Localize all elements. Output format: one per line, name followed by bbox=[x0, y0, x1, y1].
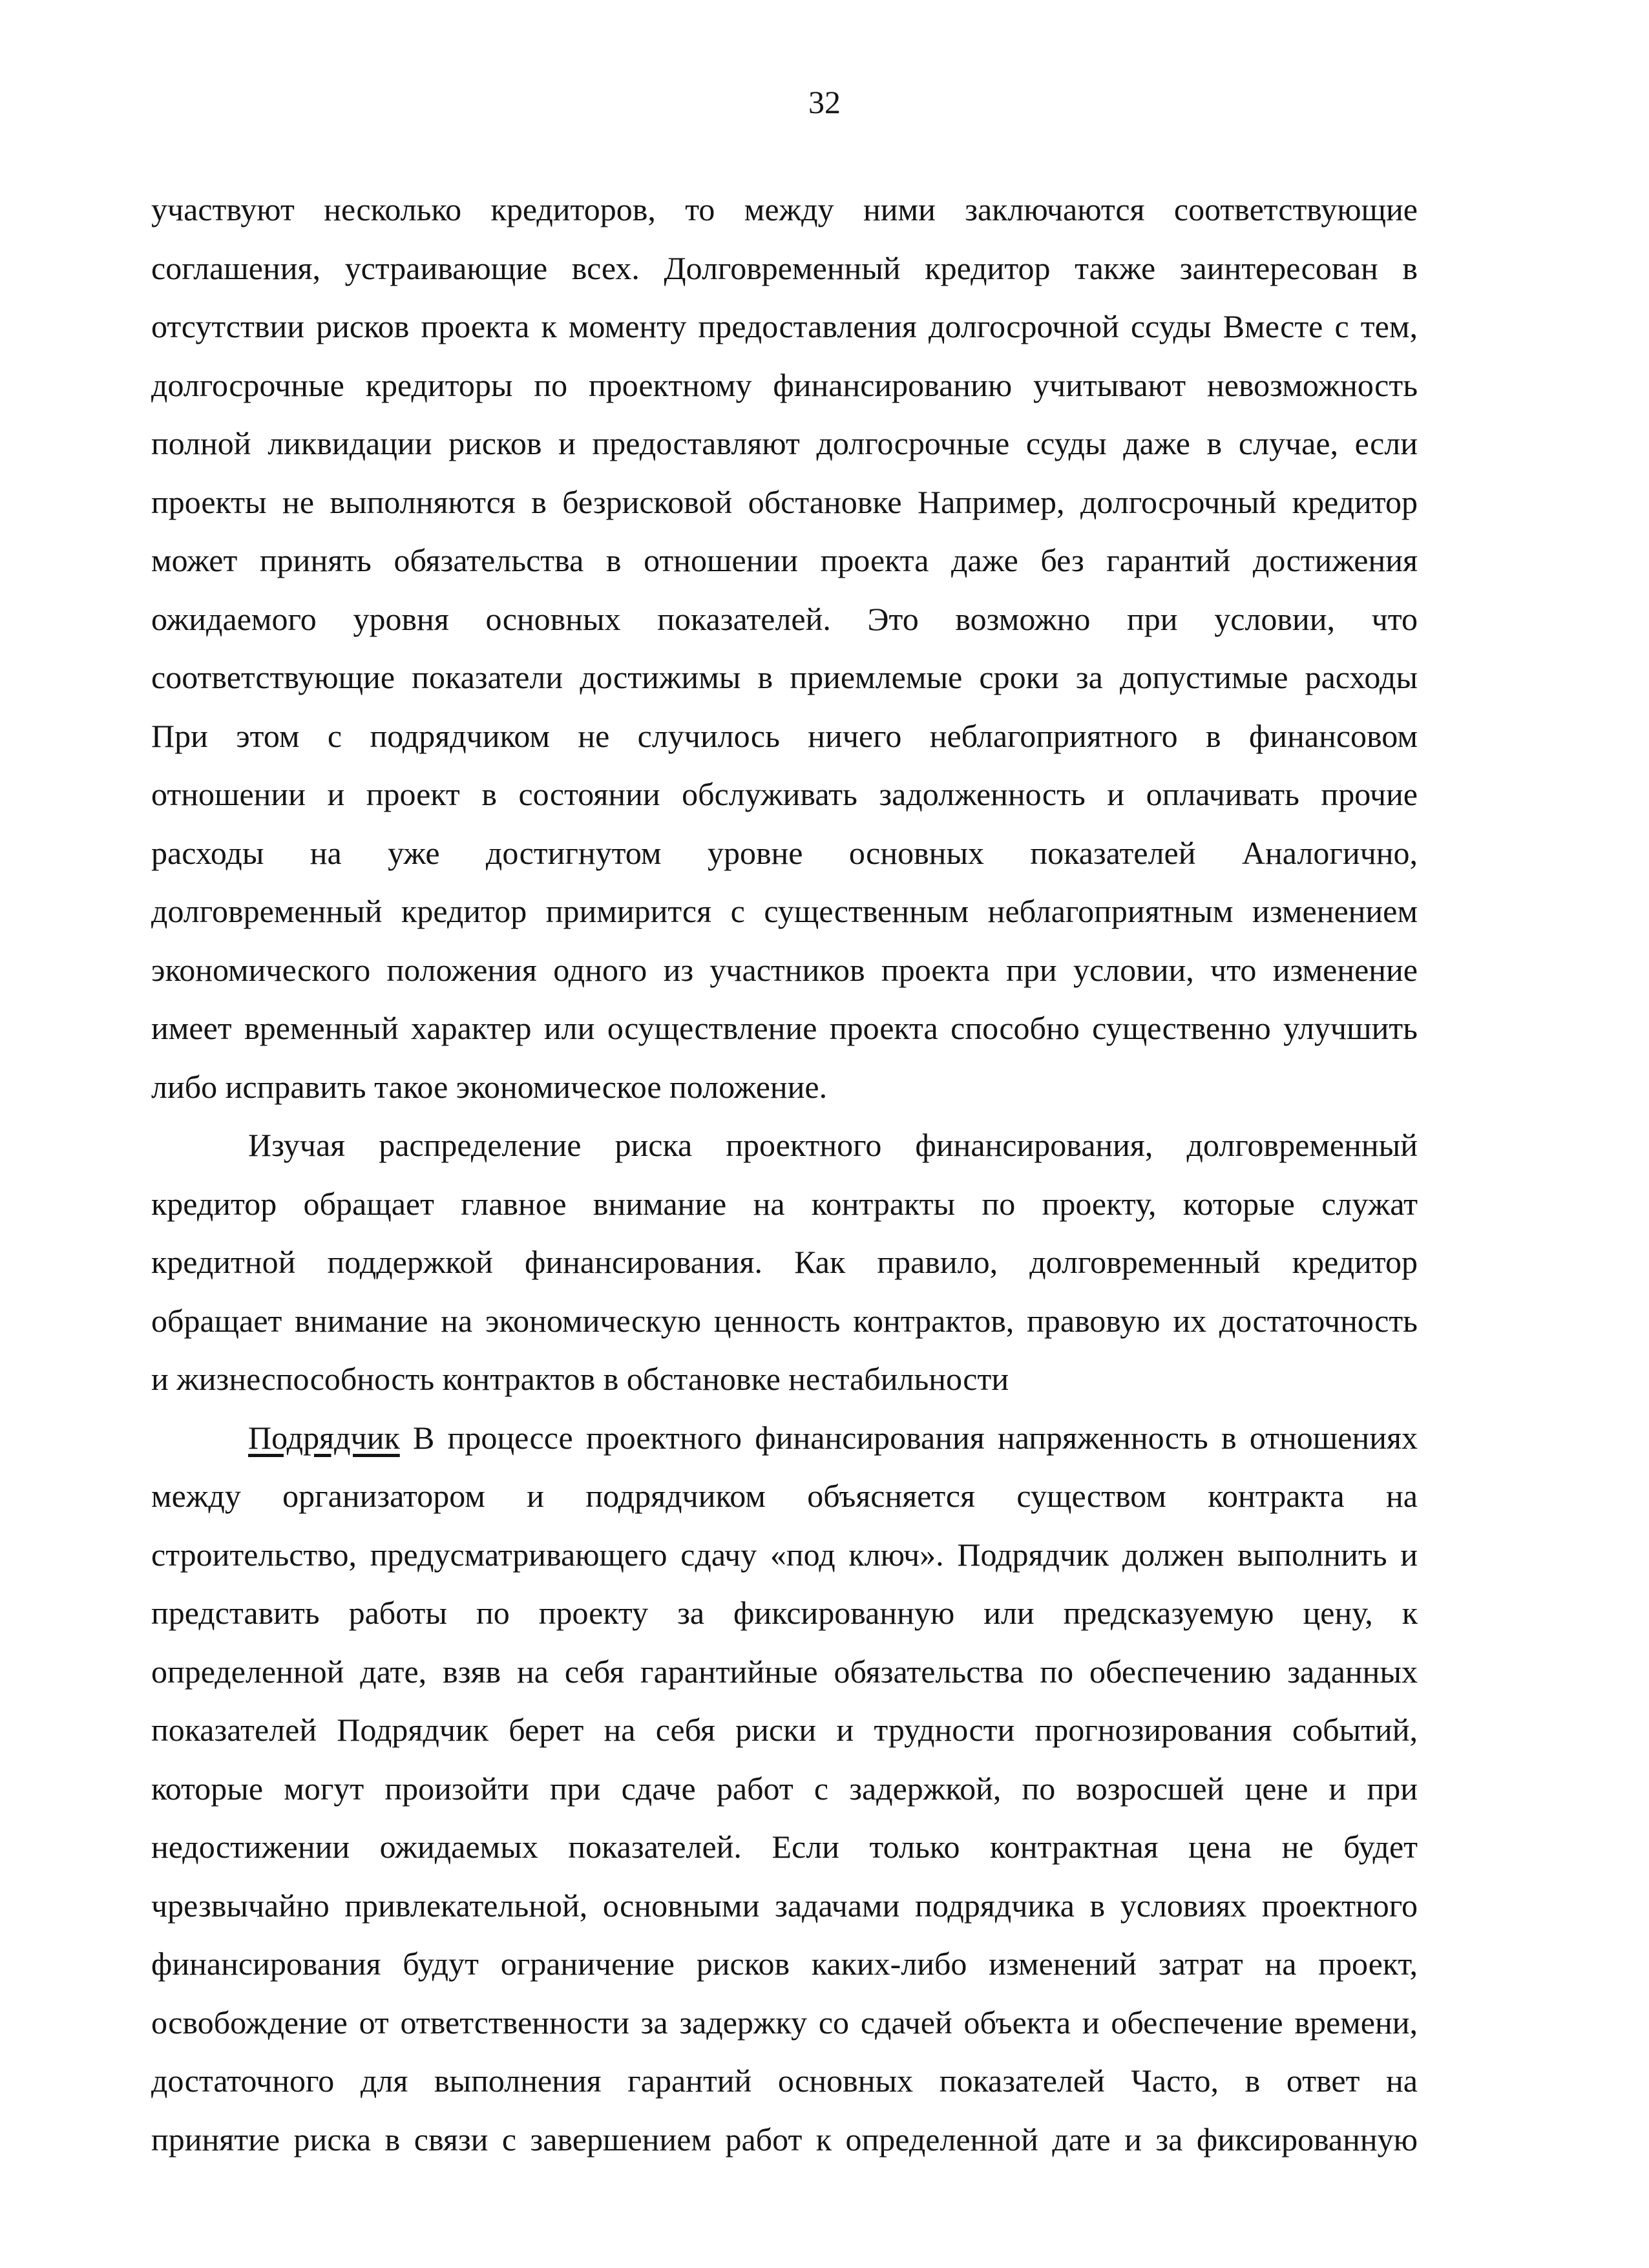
text-line: кредитной поддержкой финансирования. Как правило, долговременный кредитор bbox=[151, 1244, 1418, 1280]
text-line: обращает внимание на экономическую ценность контрактов, правовую их достаточность bbox=[151, 1302, 1418, 1339]
text-line: достаточного для выполнения гарантий основных показателей Часто, в ответ на bbox=[151, 2063, 1418, 2099]
paragraph-heading-line bbox=[151, 1409, 1418, 1467]
text-line: экономического положения одного из участников проекта при условии, что изменение bbox=[151, 951, 1418, 988]
text-line: между организатором и подрядчиком объясняется существом контракта на bbox=[151, 1478, 1418, 1514]
text-line: которые могут произойти при сдаче работ с задержкой, по возросшей цене и при bbox=[151, 1770, 1418, 1807]
text-line: Изучая распределение риска проектного финансирования, долговременный bbox=[248, 1127, 1418, 1163]
text-line: отношении и проект в состоянии обслуживать задолженность и оплачивать прочие bbox=[151, 776, 1418, 812]
text-line: определенной дате, взяв на себя гарантийные обязательства по обеспечению заданных bbox=[151, 1653, 1418, 1690]
text-line: При этом с подрядчиком не случилось ничего неблагоприятного в финансовом bbox=[151, 717, 1418, 754]
body-text bbox=[151, 180, 1418, 2168]
page-number: 32 bbox=[808, 84, 841, 120]
text-line: чрезвычайно привлекательной, основными задачами подрядчика в условиях проектного bbox=[151, 1887, 1418, 1924]
text-line: участвуют несколько кредиторов, то между ними заключаются соответствующие bbox=[151, 191, 1418, 227]
text-line: финансирования будут ограничение рисков каких-либо изменений затрат на проект, bbox=[151, 1946, 1418, 1982]
text-line: строительство, предусматривающего сдачу «под ключ». Подрядчик должен выполнить и bbox=[151, 1536, 1418, 1573]
text-line: полной ликвидации рисков и предоставляют долгосрочные ссуды даже в случае, если bbox=[151, 425, 1418, 461]
text-line: долговременный кредитор примирится с существенным неблагоприятным изменением bbox=[151, 893, 1418, 929]
text-line: имеет временный характер или осуществление проекта способно существенно улучшить bbox=[151, 1010, 1418, 1046]
text-line: показателей Подрядчик берет на себя риски и трудности прогнозирования событий, bbox=[151, 1712, 1418, 1748]
text-line: освобождение от ответственности за задержку со сдачей объекта и обеспечение времени, bbox=[151, 2004, 1418, 2041]
text-line: соглашения, устраивающие всех. Долговременный кредитор также заинтересован в bbox=[151, 249, 1418, 286]
text-line: либо исправить такое экономическое положение. bbox=[151, 1068, 828, 1105]
text-line: ожидаемого уровня основных показателей. Это возможно при условии, что bbox=[151, 600, 1418, 637]
text-line: представить работы по проекту за фиксированную или предсказуемую цену, к bbox=[151, 1595, 1418, 1631]
text-span: В процессе проектного финансирования напряженность в отношениях bbox=[399, 1419, 1418, 1456]
text-line: может принять обязательства в отношении проекта даже без гарантий достижения bbox=[151, 542, 1418, 578]
text-line: долгосрочные кредиторы по проектному финансированию учитывают невозможность bbox=[151, 366, 1418, 403]
section-heading-contractor: Подрядчик bbox=[248, 1419, 400, 1456]
text-line: кредитор обращает главное внимание на контракты по проекту, которые служат bbox=[151, 1185, 1418, 1222]
text-line: расходы на уже достигнутом уровне основных показателей Аналогично, bbox=[151, 834, 1418, 871]
text-line: принятие риска в связи с завершением работ к определенной дате и за фиксированную bbox=[151, 2121, 1418, 2158]
text-line: проекты не выполняются в безрисковой обстановке Например, долгосрочный кредитор bbox=[151, 483, 1418, 520]
text-line: недостижении ожидаемых показателей. Если только контрактная цена не будет bbox=[151, 1829, 1418, 1865]
text-line: и жизнеспособность контрактов в обстановке нестабильности bbox=[151, 1361, 1009, 1397]
text-line: соответствующие показатели достижимы в приемлемые сроки за допустимые расходы bbox=[151, 659, 1418, 695]
text-line: отсутствии рисков проекта к моменту предоставления долгосрочной ссуды Вместе с тем, bbox=[151, 308, 1418, 344]
